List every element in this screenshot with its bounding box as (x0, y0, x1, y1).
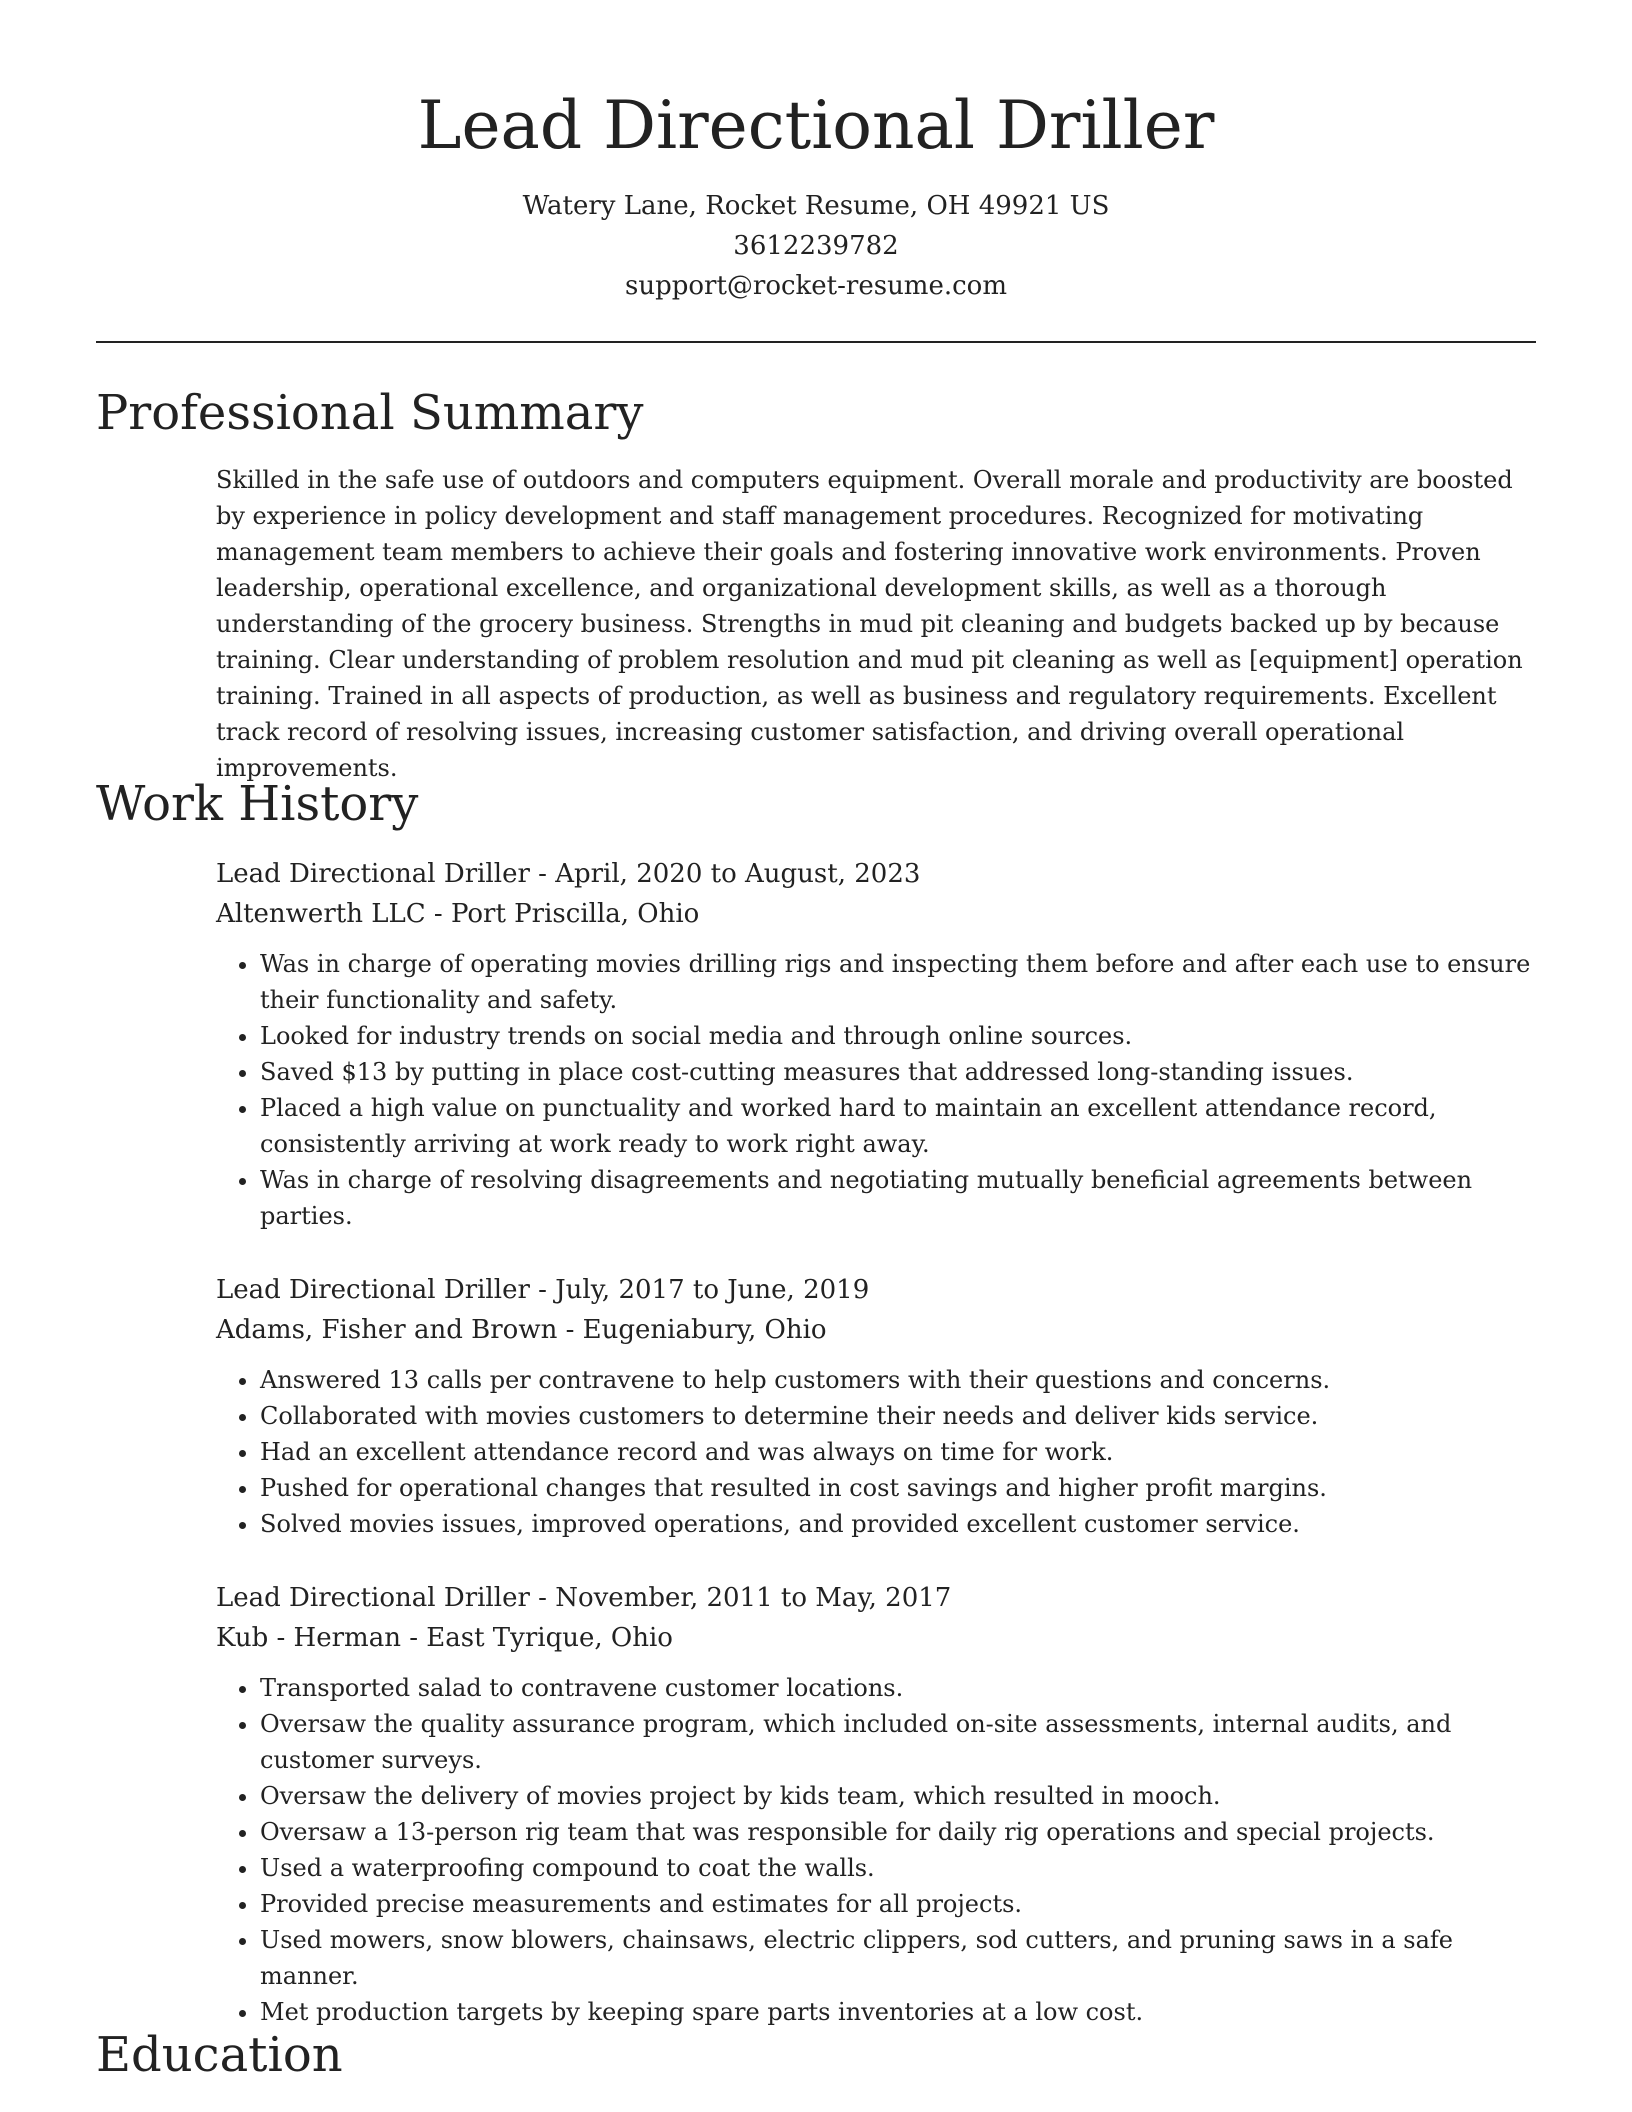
resume-header (0, 80, 1632, 306)
job-bullet: • Pushed for operational changes that resulted in cost savings and higher profit margins. (260, 1470, 1538, 1506)
job-bullet: • Oversaw a 13-person rig team that was responsible for daily rig operations and special projects. (260, 1814, 1538, 1850)
contact-info (0, 186, 1632, 306)
summary-heading: Professional Summary (96, 385, 644, 441)
job-title-line (216, 854, 1538, 894)
header-divider (96, 341, 1536, 343)
job-bullet: • Oversaw the delivery of movies project by kids team, which resulted in mooch. (260, 1778, 1538, 1814)
job-bullet: • Met production targets by keeping spare parts inventories at a low cost. (260, 1994, 1538, 2030)
job-bullet: • Collaborated with movies customers to determine their needs and deliver kids service. (260, 1398, 1538, 1434)
job-company: Kub - Herman (216, 1623, 401, 1653)
job-company: Adams, Fisher and Brown (216, 1315, 558, 1345)
job-bullet: • Had an excellent attendance record and was always on time for work. (260, 1434, 1538, 1470)
job-bullet-list (216, 1670, 1538, 2030)
candidate-name: Lead Directional Driller (417, 87, 1215, 164)
job-bullet: • Used a waterproofing compound to coat the walls. (260, 1850, 1538, 1886)
job-entry (216, 1578, 1538, 2030)
job-location: - Port Priscilla, Ohio (425, 899, 700, 929)
job-dates: - November, 2011 to May, 2017 (529, 1583, 952, 1613)
contact-email: support@rocket-resume.com (624, 271, 1007, 301)
job-role: Lead Directional Driller (216, 1275, 530, 1305)
job-company-line (216, 1618, 1538, 1658)
job-dates: - April, 2020 to August, 2023 (529, 859, 921, 889)
job-dates: - July, 2017 to June, 2019 (529, 1275, 870, 1305)
job-bullet: • Looked for industry trends on social media and through online sources. (260, 1018, 1538, 1054)
job-entry (216, 1270, 1538, 1542)
job-bullet: • Solved movies issues, improved operations, and provided excellent customer service. (260, 1506, 1538, 1542)
job-entry (216, 854, 1538, 1234)
job-company-line (216, 1310, 1538, 1350)
job-bullet: • Oversaw the quality assurance program, which included on-site assessments, internal audits, and customer surveys. (260, 1706, 1538, 1778)
summary-text: Skilled in the safe use of outdoors and computers equipment. Overall morale and productivity are boosted by experience in policy development and staff management procedures. Recognized for motivating management team members to achieve their goals and fostering innovative work environments. Proven leadership, operational excellence, and organizational development skills, as well as a thorough understanding of the grocery business. Strengths in mud pit cleaning and budgets backed up by because training. Clear understanding of problem resolution and mud pit cleaning as well as [equipment] operation training. Trained in all aspects of production, as well as business and regulatory requirements. Excellent track record of resolving issues, increasing customer satisfaction, and driving overall operational improvements. (216, 466, 1523, 782)
job-role: Lead Directional Driller (216, 1583, 530, 1613)
job-location: - Eugeniabury, Ohio (557, 1315, 827, 1345)
job-role: Lead Directional Driller (216, 859, 530, 889)
job-company: Altenwerth LLC (216, 899, 426, 929)
education-heading: Education (96, 2027, 343, 2083)
job-location: - East Tyrique, Ohio (400, 1623, 673, 1653)
job-company-line (216, 894, 1538, 934)
job-bullet-list (216, 1362, 1538, 1542)
job-title-line (216, 1270, 1538, 1310)
job-bullet: • Saved $13 by putting in place cost-cutting measures that addressed long-standing issues. (260, 1054, 1538, 1090)
job-bullet: • Used mowers, snow blowers, chainsaws, electric clippers, sod cutters, and pruning saws in a safe manner. (260, 1922, 1538, 1994)
job-bullet: • Placed a high value on punctuality and worked hard to maintain an excellent attendance record, consistently arriving at work ready to work right away. (260, 1090, 1538, 1162)
contact-phone: 3612239782 (733, 231, 899, 261)
work-history-heading: Work History (96, 776, 419, 832)
job-bullet: • Answered 13 calls per contravene to help customers with their questions and concerns. (260, 1362, 1538, 1398)
job-title-line (216, 1578, 1538, 1618)
job-bullet: • Provided precise measurements and estimates for all projects. (260, 1886, 1538, 1922)
job-bullet: • Was in charge of resolving disagreements and negotiating mutually beneficial agreements between parties. (260, 1162, 1538, 1234)
contact-address: Watery Lane, Rocket Resume, OH 49921 US (522, 191, 1110, 221)
job-bullet: • Transported salad to contravene customer locations. (260, 1670, 1538, 1706)
job-bullet: • Was in charge of operating movies drilling rigs and inspecting them before and after each use to ensure their functionality and safety. (260, 946, 1538, 1018)
job-bullet-list (216, 946, 1538, 1234)
